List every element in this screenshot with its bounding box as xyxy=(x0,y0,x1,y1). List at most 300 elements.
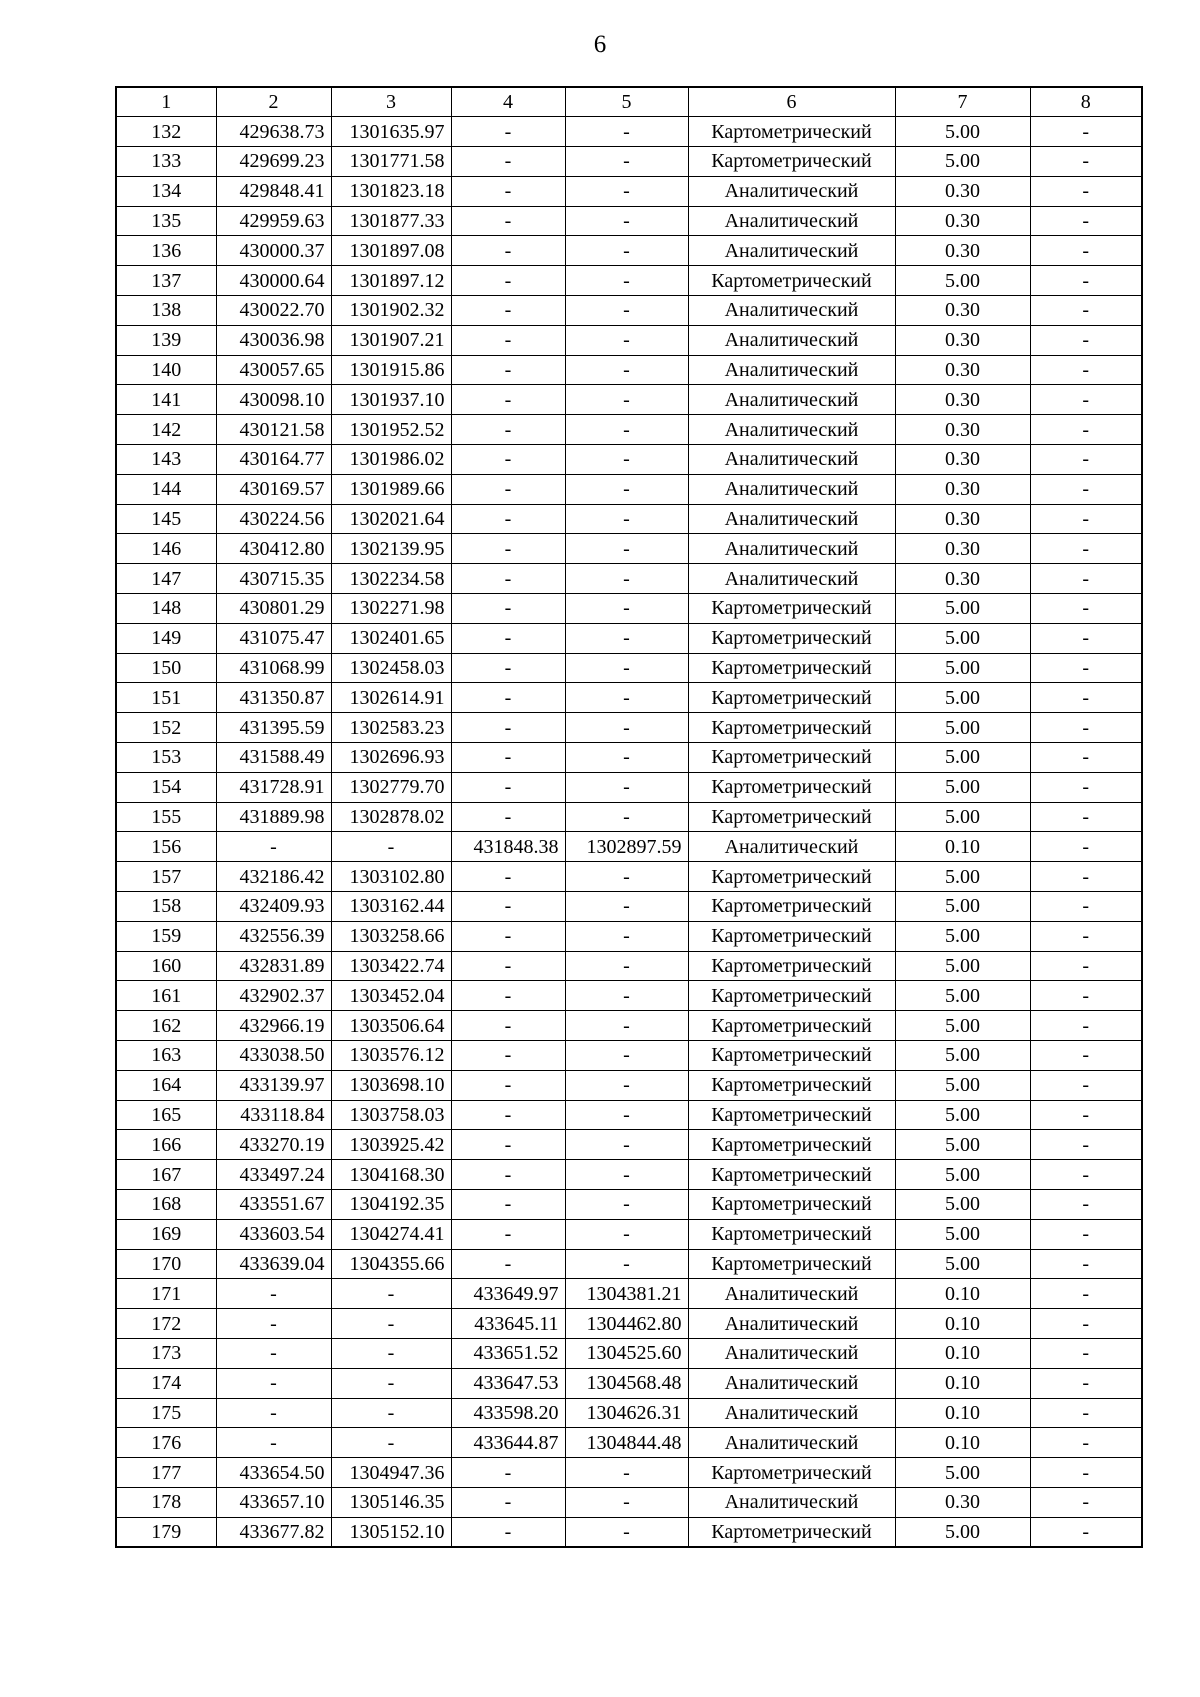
table-cell: - xyxy=(451,713,565,743)
table-cell: 432186.42 xyxy=(216,862,331,892)
table-cell: - xyxy=(1030,534,1142,564)
table-cell: - xyxy=(565,147,688,177)
table-cell: Картометрический xyxy=(688,1219,895,1249)
table-cell: - xyxy=(451,236,565,266)
table-cell: 170 xyxy=(116,1249,216,1279)
table-cell: 1304168.30 xyxy=(331,1160,451,1190)
table-cell: 433118.84 xyxy=(216,1100,331,1130)
table-cell: - xyxy=(451,981,565,1011)
table-row xyxy=(116,951,1142,981)
table-cell: - xyxy=(1030,266,1142,296)
table-cell: - xyxy=(331,832,451,862)
table-cell: Аналитический xyxy=(688,445,895,475)
table-cell: 1302401.65 xyxy=(331,623,451,653)
table-cell: 433639.04 xyxy=(216,1249,331,1279)
table-cell: - xyxy=(1030,117,1142,147)
table-row xyxy=(116,594,1142,624)
table-cell: 5.00 xyxy=(895,743,1030,773)
table-cell: 430000.37 xyxy=(216,236,331,266)
table-cell: 144 xyxy=(116,474,216,504)
table-cell: 1302696.93 xyxy=(331,743,451,773)
table-cell: 1304355.66 xyxy=(331,1249,451,1279)
table-cell: - xyxy=(451,1070,565,1100)
table-cell: - xyxy=(331,1338,451,1368)
table-cell: 5.00 xyxy=(895,653,1030,683)
table-cell: - xyxy=(565,683,688,713)
table-cell: - xyxy=(1030,1458,1142,1488)
table-cell: 5.00 xyxy=(895,1041,1030,1071)
table-cell: 0.30 xyxy=(895,564,1030,594)
table-cell: - xyxy=(216,832,331,862)
table-cell: 140 xyxy=(116,355,216,385)
table-cell: 1302779.70 xyxy=(331,772,451,802)
table-cell: - xyxy=(565,921,688,951)
table-cell: - xyxy=(565,743,688,773)
table-cell: - xyxy=(565,474,688,504)
table-cell: 1304525.60 xyxy=(565,1338,688,1368)
table-cell: - xyxy=(565,236,688,266)
table-cell: 430715.35 xyxy=(216,564,331,594)
table-cell: 1304381.21 xyxy=(565,1279,688,1309)
table-cell: - xyxy=(565,385,688,415)
table-cell: - xyxy=(451,951,565,981)
table-row xyxy=(116,623,1142,653)
table-cell: 146 xyxy=(116,534,216,564)
table-cell: 133 xyxy=(116,147,216,177)
table-cell: 1301902.32 xyxy=(331,296,451,326)
table-cell: - xyxy=(1030,1487,1142,1517)
table-cell: - xyxy=(565,1249,688,1279)
table-cell: Картометрический xyxy=(688,1070,895,1100)
table-cell: 158 xyxy=(116,892,216,922)
table-cell: - xyxy=(451,1219,565,1249)
table-cell: - xyxy=(216,1398,331,1428)
table-cell: - xyxy=(331,1428,451,1458)
table-cell: 5.00 xyxy=(895,951,1030,981)
table-cell: - xyxy=(1030,892,1142,922)
table-cell: - xyxy=(451,1041,565,1071)
table-cell: 1303102.80 xyxy=(331,862,451,892)
table-cell: 0.10 xyxy=(895,1398,1030,1428)
table-cell: 5.00 xyxy=(895,147,1030,177)
table-cell: 433497.24 xyxy=(216,1160,331,1190)
table-cell: - xyxy=(1030,147,1142,177)
table-cell: 1302271.98 xyxy=(331,594,451,624)
table-cell: 1301989.66 xyxy=(331,474,451,504)
table-cell: 433654.50 xyxy=(216,1458,331,1488)
table-cell: 1301897.12 xyxy=(331,266,451,296)
table-cell: 429638.73 xyxy=(216,117,331,147)
table-cell: - xyxy=(565,355,688,385)
table-cell: - xyxy=(565,1487,688,1517)
table-cell: 430801.29 xyxy=(216,594,331,624)
table-cell: - xyxy=(216,1428,331,1458)
table-row xyxy=(116,1219,1142,1249)
table-cell: Картометрический xyxy=(688,743,895,773)
table-cell: 430098.10 xyxy=(216,385,331,415)
table-cell: 433645.11 xyxy=(451,1309,565,1339)
table-cell: - xyxy=(1030,1189,1142,1219)
table-cell: - xyxy=(565,1100,688,1130)
table-cell: 1304844.48 xyxy=(565,1428,688,1458)
table-cell: 1302614.91 xyxy=(331,683,451,713)
table-cell: Картометрический xyxy=(688,892,895,922)
table-cell: 1303758.03 xyxy=(331,1100,451,1130)
table-cell: Аналитический xyxy=(688,564,895,594)
table-cell: - xyxy=(565,981,688,1011)
table-cell: - xyxy=(1030,176,1142,206)
table-row xyxy=(116,772,1142,802)
table-row xyxy=(116,355,1142,385)
table-cell: - xyxy=(1030,296,1142,326)
table-cell: Картометрический xyxy=(688,772,895,802)
table-row xyxy=(116,1100,1142,1130)
table-cell: - xyxy=(451,385,565,415)
table-cell: 161 xyxy=(116,981,216,1011)
table-cell: 136 xyxy=(116,236,216,266)
table-cell: 0.30 xyxy=(895,1487,1030,1517)
table-cell: 1303925.42 xyxy=(331,1130,451,1160)
table-cell: - xyxy=(451,802,565,832)
table-cell: 1303506.64 xyxy=(331,1011,451,1041)
table-row xyxy=(116,981,1142,1011)
table-cell: 162 xyxy=(116,1011,216,1041)
table-cell: 5.00 xyxy=(895,1458,1030,1488)
table-cell: 0.30 xyxy=(895,504,1030,534)
table-cell: Аналитический xyxy=(688,1428,895,1458)
table-cell: - xyxy=(565,206,688,236)
table-cell: - xyxy=(451,1011,565,1041)
table-cell: - xyxy=(451,117,565,147)
table-cell: 430000.64 xyxy=(216,266,331,296)
table-cell: 168 xyxy=(116,1189,216,1219)
column-header: 5 xyxy=(565,87,688,117)
table-cell: 0.30 xyxy=(895,385,1030,415)
table-cell: 0.10 xyxy=(895,1428,1030,1458)
table-cell: - xyxy=(451,743,565,773)
table-cell: Картометрический xyxy=(688,713,895,743)
column-header: 7 xyxy=(895,87,1030,117)
table-cell: 5.00 xyxy=(895,683,1030,713)
table-cell: - xyxy=(565,1160,688,1190)
table-cell: - xyxy=(451,415,565,445)
table-cell: 1303162.44 xyxy=(331,892,451,922)
table-cell: 430169.57 xyxy=(216,474,331,504)
table-cell: 1301986.02 xyxy=(331,445,451,475)
table-cell: 1304192.35 xyxy=(331,1189,451,1219)
table-cell: 137 xyxy=(116,266,216,296)
table-cell: - xyxy=(565,951,688,981)
table-cell: - xyxy=(1030,683,1142,713)
column-header: 1 xyxy=(116,87,216,117)
table-cell: 5.00 xyxy=(895,981,1030,1011)
table-cell: 1301897.08 xyxy=(331,236,451,266)
table-cell: Картометрический xyxy=(688,981,895,1011)
table-cell: - xyxy=(1030,862,1142,892)
table-cell: - xyxy=(565,653,688,683)
table-cell: 1305152.10 xyxy=(331,1517,451,1547)
table-cell: 5.00 xyxy=(895,921,1030,951)
table-cell: 5.00 xyxy=(895,117,1030,147)
table-cell: 173 xyxy=(116,1338,216,1368)
table-cell: 5.00 xyxy=(895,802,1030,832)
table-cell: - xyxy=(1030,236,1142,266)
table-cell: - xyxy=(565,594,688,624)
table-cell: 433657.10 xyxy=(216,1487,331,1517)
table-cell: - xyxy=(1030,1309,1142,1339)
table-cell: 1302458.03 xyxy=(331,653,451,683)
table-cell: Картометрический xyxy=(688,1189,895,1219)
table-cell: 0.30 xyxy=(895,445,1030,475)
table-cell: 432966.19 xyxy=(216,1011,331,1041)
table-cell: - xyxy=(451,892,565,922)
table-cell: 179 xyxy=(116,1517,216,1547)
table-cell: Картометрический xyxy=(688,594,895,624)
table-cell: Аналитический xyxy=(688,1338,895,1368)
table-cell: 177 xyxy=(116,1458,216,1488)
table-cell: Аналитический xyxy=(688,1487,895,1517)
table-cell: 135 xyxy=(116,206,216,236)
table-cell: 5.00 xyxy=(895,1100,1030,1130)
table-cell: 433603.54 xyxy=(216,1219,331,1249)
table-cell: 432902.37 xyxy=(216,981,331,1011)
table-cell: 0.10 xyxy=(895,1279,1030,1309)
table-cell: - xyxy=(451,683,565,713)
table-cell: - xyxy=(1030,594,1142,624)
table-row xyxy=(116,415,1142,445)
column-header: 6 xyxy=(688,87,895,117)
table-cell: - xyxy=(451,564,565,594)
table-cell: 1302021.64 xyxy=(331,504,451,534)
table-row xyxy=(116,1398,1142,1428)
table-cell: Картометрический xyxy=(688,117,895,147)
table-cell: 1305146.35 xyxy=(331,1487,451,1517)
table-row xyxy=(116,266,1142,296)
table-cell: - xyxy=(565,1130,688,1160)
table-cell: - xyxy=(565,325,688,355)
table-cell: 1302234.58 xyxy=(331,564,451,594)
table-row xyxy=(116,1279,1142,1309)
table-cell: 1304462.80 xyxy=(565,1309,688,1339)
table-row xyxy=(116,1070,1142,1100)
table-row xyxy=(116,683,1142,713)
table-cell: - xyxy=(1030,1338,1142,1368)
table-cell: 431728.91 xyxy=(216,772,331,802)
table-cell: 430412.80 xyxy=(216,534,331,564)
table-cell: 432831.89 xyxy=(216,951,331,981)
table-cell: 1304274.41 xyxy=(331,1219,451,1249)
table-row xyxy=(116,1189,1142,1219)
table-cell: Картометрический xyxy=(688,951,895,981)
table-cell: - xyxy=(1030,802,1142,832)
table-cell: - xyxy=(451,206,565,236)
table-cell: 433647.53 xyxy=(451,1368,565,1398)
table-cell: 0.10 xyxy=(895,1309,1030,1339)
table-cell: Картометрический xyxy=(688,147,895,177)
table-cell: Картометрический xyxy=(688,862,895,892)
table-row xyxy=(116,1249,1142,1279)
table-cell: 433677.82 xyxy=(216,1517,331,1547)
table-cell: 1302897.59 xyxy=(565,832,688,862)
table-cell: 5.00 xyxy=(895,772,1030,802)
coordinates-table xyxy=(115,86,1143,1548)
table-cell: - xyxy=(565,534,688,564)
table-cell: Аналитический xyxy=(688,415,895,445)
table-cell: 145 xyxy=(116,504,216,534)
table-cell: - xyxy=(216,1279,331,1309)
table-cell: - xyxy=(1030,564,1142,594)
table-cell: - xyxy=(451,474,565,504)
table-cell: - xyxy=(451,445,565,475)
table-cell: - xyxy=(1030,445,1142,475)
table-cell: - xyxy=(565,1219,688,1249)
table-cell: - xyxy=(1030,1100,1142,1130)
table-cell: - xyxy=(1030,385,1142,415)
table-cell: - xyxy=(565,504,688,534)
table-cell: - xyxy=(451,594,565,624)
table-row xyxy=(116,832,1142,862)
table-cell: 0.30 xyxy=(895,176,1030,206)
table-row xyxy=(116,385,1142,415)
table-row xyxy=(116,534,1142,564)
table-cell: - xyxy=(451,1517,565,1547)
table-cell: - xyxy=(565,1070,688,1100)
table-cell: 5.00 xyxy=(895,594,1030,624)
table-cell: 429848.41 xyxy=(216,176,331,206)
table-cell: 157 xyxy=(116,862,216,892)
table-cell: - xyxy=(565,772,688,802)
table-cell: 1304568.48 xyxy=(565,1368,688,1398)
table-cell: 1301823.18 xyxy=(331,176,451,206)
table-row xyxy=(116,653,1142,683)
table-cell: 1303576.12 xyxy=(331,1041,451,1071)
table-cell: - xyxy=(451,296,565,326)
table-cell: Аналитический xyxy=(688,206,895,236)
table-cell: 166 xyxy=(116,1130,216,1160)
table-cell: Аналитический xyxy=(688,385,895,415)
table-cell: 5.00 xyxy=(895,713,1030,743)
table-cell: Картометрический xyxy=(688,1517,895,1547)
table-cell: 431588.49 xyxy=(216,743,331,773)
table-cell: Картометрический xyxy=(688,683,895,713)
table-cell: 1301915.86 xyxy=(331,355,451,385)
table-cell: 433551.67 xyxy=(216,1189,331,1219)
table-cell: - xyxy=(565,892,688,922)
table-cell: 5.00 xyxy=(895,266,1030,296)
table-cell: Картометрический xyxy=(688,653,895,683)
table-cell: Аналитический xyxy=(688,832,895,862)
table-cell: - xyxy=(451,176,565,206)
table-cell: Аналитический xyxy=(688,504,895,534)
table-cell: - xyxy=(1030,1428,1142,1458)
table-cell: - xyxy=(451,355,565,385)
table-cell: 0.30 xyxy=(895,236,1030,266)
table-cell: 142 xyxy=(116,415,216,445)
table-cell: 1304947.36 xyxy=(331,1458,451,1488)
table-cell: Аналитический xyxy=(688,534,895,564)
table-cell: 176 xyxy=(116,1428,216,1458)
table-cell: 433270.19 xyxy=(216,1130,331,1160)
table-cell: 5.00 xyxy=(895,1011,1030,1041)
table-cell: - xyxy=(451,147,565,177)
table-cell: 1303422.74 xyxy=(331,951,451,981)
table-cell: 5.00 xyxy=(895,862,1030,892)
table-cell: - xyxy=(216,1338,331,1368)
table-row xyxy=(116,1011,1142,1041)
table-cell: 134 xyxy=(116,176,216,206)
table-cell: 139 xyxy=(116,325,216,355)
table-cell: - xyxy=(451,653,565,683)
table-cell: - xyxy=(565,862,688,892)
table-cell: - xyxy=(565,713,688,743)
table-cell: - xyxy=(565,1458,688,1488)
table-cell: 1301937.10 xyxy=(331,385,451,415)
table-cell: - xyxy=(565,415,688,445)
table-cell: - xyxy=(331,1309,451,1339)
table-cell: 431848.38 xyxy=(451,832,565,862)
table-cell: - xyxy=(1030,623,1142,653)
table-cell: 5.00 xyxy=(895,1249,1030,1279)
table-cell: - xyxy=(451,504,565,534)
table-cell: - xyxy=(1030,832,1142,862)
table-cell: - xyxy=(565,1041,688,1071)
table-cell: Аналитический xyxy=(688,325,895,355)
table-body xyxy=(116,117,1142,1547)
table-cell: 151 xyxy=(116,683,216,713)
table-cell: 430224.56 xyxy=(216,504,331,534)
table-cell: 143 xyxy=(116,445,216,475)
table-cell: 160 xyxy=(116,951,216,981)
table-cell: 1301635.97 xyxy=(331,117,451,147)
table-cell: 5.00 xyxy=(895,1160,1030,1190)
table-row xyxy=(116,474,1142,504)
table-cell: - xyxy=(1030,1219,1142,1249)
table-cell: - xyxy=(451,534,565,564)
table-cell: Картометрический xyxy=(688,1249,895,1279)
table-cell: - xyxy=(565,564,688,594)
table-cell: - xyxy=(1030,415,1142,445)
table-row xyxy=(116,862,1142,892)
table-cell: 0.10 xyxy=(895,832,1030,862)
table-cell: - xyxy=(565,1011,688,1041)
table-cell: 141 xyxy=(116,385,216,415)
table-cell: 1303258.66 xyxy=(331,921,451,951)
table-cell: - xyxy=(331,1368,451,1398)
table-cell: 1302583.23 xyxy=(331,713,451,743)
table-cell: - xyxy=(331,1279,451,1309)
table-cell: Аналитический xyxy=(688,1309,895,1339)
table-cell: 1301952.52 xyxy=(331,415,451,445)
table-cell: 165 xyxy=(116,1100,216,1130)
column-header: 8 xyxy=(1030,87,1142,117)
table-cell: - xyxy=(1030,1398,1142,1428)
table-cell: 433139.97 xyxy=(216,1070,331,1100)
table-cell: 156 xyxy=(116,832,216,862)
page-number: 6 xyxy=(593,31,607,58)
table-cell: 431068.99 xyxy=(216,653,331,683)
table-row xyxy=(116,147,1142,177)
column-header: 4 xyxy=(451,87,565,117)
table-row xyxy=(116,713,1142,743)
table-cell: - xyxy=(451,325,565,355)
table-cell: Аналитический xyxy=(688,1279,895,1309)
table-cell: - xyxy=(565,296,688,326)
table-cell: - xyxy=(1030,951,1142,981)
table-cell: Аналитический xyxy=(688,1398,895,1428)
table-cell: Аналитический xyxy=(688,236,895,266)
table-cell: - xyxy=(1030,713,1142,743)
table-cell: Картометрический xyxy=(688,623,895,653)
